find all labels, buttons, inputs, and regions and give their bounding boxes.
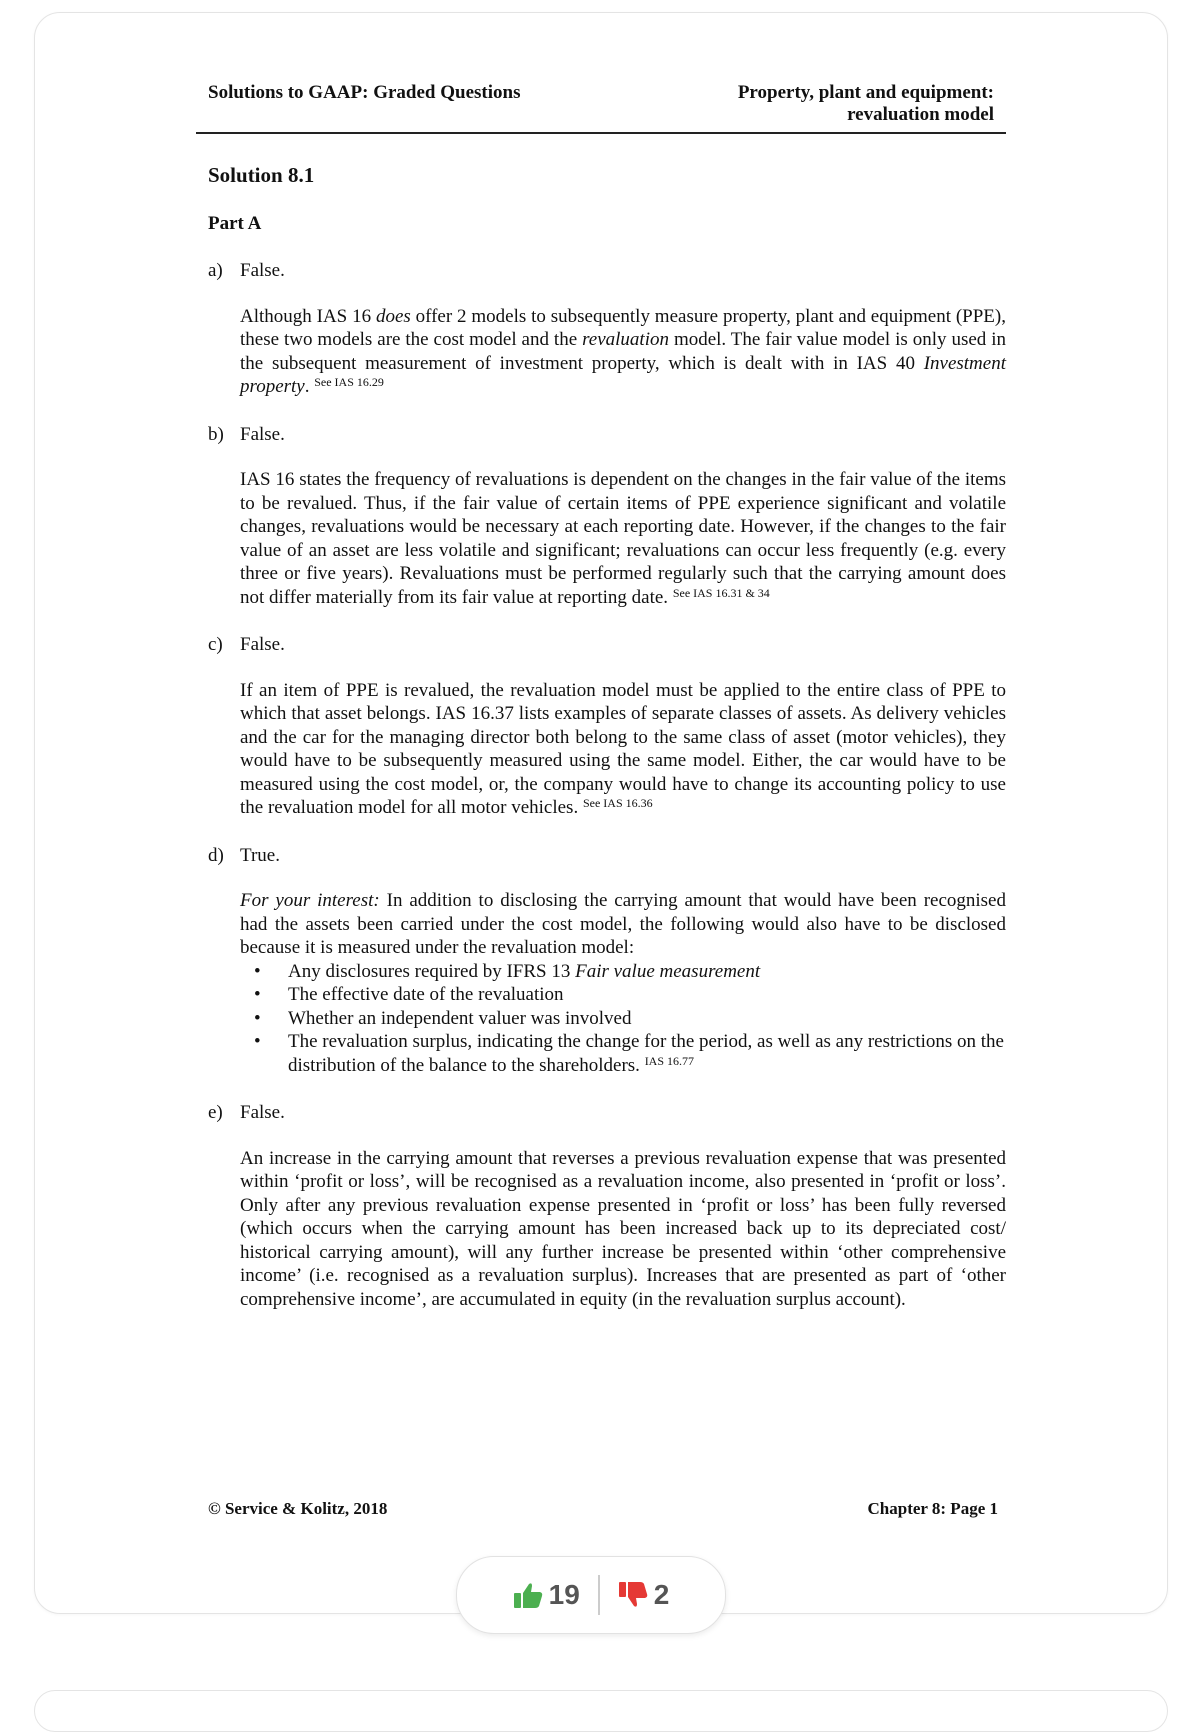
text-run: The revaluation surplus, indicating the change for the period, as well as any restrictions on the distribution of the balance to the shareholders. xyxy=(288,1031,1004,1076)
question-b xyxy=(208,423,1006,447)
header-rule xyxy=(196,132,1006,134)
page-header xyxy=(196,82,1006,126)
italic-run: revaluation xyxy=(582,329,669,350)
question-answer: False. xyxy=(240,634,285,655)
upvote-count: 19 xyxy=(548,1579,580,1610)
header-right xyxy=(738,82,994,126)
explanation-d xyxy=(240,889,1006,960)
text-run: If an item of PPE is revalued, the revaluation model must be applied to the entire class of PPE to which that asset belongs. IAS 16.37 lists examples of separate classes of assets. As delivery vehicles and the car for the managing director both belong to the same class of asset (motor vehicles), they would have to be subsequently measured using the same model. Either, the car would have to be measured using the cost model, or, the company would have to change its accounting policy to use the revaluation model for all motor vehicles. xyxy=(240,679,1006,818)
vote-bar xyxy=(456,1556,726,1634)
question-c xyxy=(208,633,1006,657)
next-card xyxy=(34,1690,1168,1732)
explanation-e: An increase in the carrying amount that reverses a previous revaluation expense that was presented within ‘profit or loss’, will be recognised as a revaluation income, also presented in ‘profit or loss’. Only after any previous revaluation expense presented in ‘profit or loss’ has been fully reversed (which occurs when the carrying amount has been increased back up to its depreciated cost/ historical carrying amount), will any further increase be presented within ‘other comprehensive income’ (i.e. recognised as a revaluation surplus). Increases that are presented as part of ‘other comprehensive income’, are accumulated in equity (in the revaluation surplus account). xyxy=(240,1147,1006,1310)
list-item: • Whether an independent valuer was involved xyxy=(240,1007,1006,1031)
italic-run: For your interest: xyxy=(240,890,380,911)
page-number: Chapter 8: Page 1 xyxy=(867,1499,998,1518)
text-run: model. The fair value model is only used in the subsequent measurement of investment property, which is dealt with in IAS 40 xyxy=(240,329,1007,374)
downvote-count: 2 xyxy=(653,1579,670,1610)
question-letter: a) xyxy=(208,260,223,281)
question-answer: False. xyxy=(240,260,285,281)
text-run: offer 2 models to subsequently measure property, plant and equipment (PPE), these two models are the cost model and the xyxy=(240,305,1006,350)
question-d xyxy=(208,844,1006,868)
text-run: . xyxy=(304,376,315,397)
question-answer: False. xyxy=(240,423,285,445)
question-answer: False. xyxy=(240,1102,285,1123)
text-run: IAS 16 states the frequency of revaluations is dependent on the changes in the fair value of the items to be revalued. Thus, if the fair value of certain items of PPE experience significant and volatile changes, revaluations would be necessary at each reporting date. However, if the changes to the fair value of an asset are less volatile and significant; revaluations can occur less frequently (e.g. every three or five years). Revaluations must be performed regularly such that the carrying amount does not differ materially from its fair value at reporting date. xyxy=(240,469,1006,608)
header-right-line2: revaluation model xyxy=(847,104,994,125)
reference: See IAS 16.36 xyxy=(582,796,653,810)
document-page xyxy=(196,82,1006,1311)
explanation-a xyxy=(240,305,1006,399)
upvote-button[interactable] xyxy=(495,1579,598,1611)
text-run: In addition to disclosing the carrying amount that would have been recognised had the assets been carried under the cost model, the following would also have to be disclosed because it is measured under the revaluation model: xyxy=(240,890,1006,958)
question-letter: e) xyxy=(208,1102,223,1123)
reference: See IAS 16.31 & 34 xyxy=(672,585,770,600)
italic-run: does xyxy=(375,305,411,327)
header-left: Solutions to GAAP: Graded Questions xyxy=(208,82,521,103)
solution-title: Solution 8.1 xyxy=(208,163,315,187)
list-item xyxy=(240,1030,1006,1077)
downvote-button[interactable] xyxy=(600,1579,688,1611)
copyright: © Service & Kolitz, 2018 xyxy=(208,1499,388,1518)
question-letter: b) xyxy=(208,423,224,445)
text-run: Although IAS 16 xyxy=(240,305,376,327)
reference: See IAS 16.29 xyxy=(314,375,384,389)
question-e xyxy=(208,1101,1006,1125)
thumbs-up-icon xyxy=(513,1581,543,1609)
page-footer xyxy=(208,1499,998,1519)
question-answer: True. xyxy=(240,844,280,866)
reference: IAS 16.77 xyxy=(644,1053,695,1068)
italic-run: Fair value measurement xyxy=(575,960,761,982)
list-item xyxy=(240,960,1006,984)
text-run: Any disclosures required by IFRS 13 xyxy=(288,960,576,982)
question-a xyxy=(208,259,1006,283)
question-letter: d) xyxy=(208,844,224,866)
list-item: • The effective date of the revaluation xyxy=(240,983,1006,1007)
italic-run: Investment property xyxy=(240,352,1006,397)
question-letter: c) xyxy=(208,634,223,655)
part-title: Part A xyxy=(208,212,262,234)
disclosure-list xyxy=(240,960,1006,1078)
explanation-c xyxy=(240,679,1006,820)
explanation-b xyxy=(240,468,1006,609)
header-right-line1: Property, plant and equipment: xyxy=(737,82,994,103)
thumbs-down-icon xyxy=(618,1581,648,1609)
